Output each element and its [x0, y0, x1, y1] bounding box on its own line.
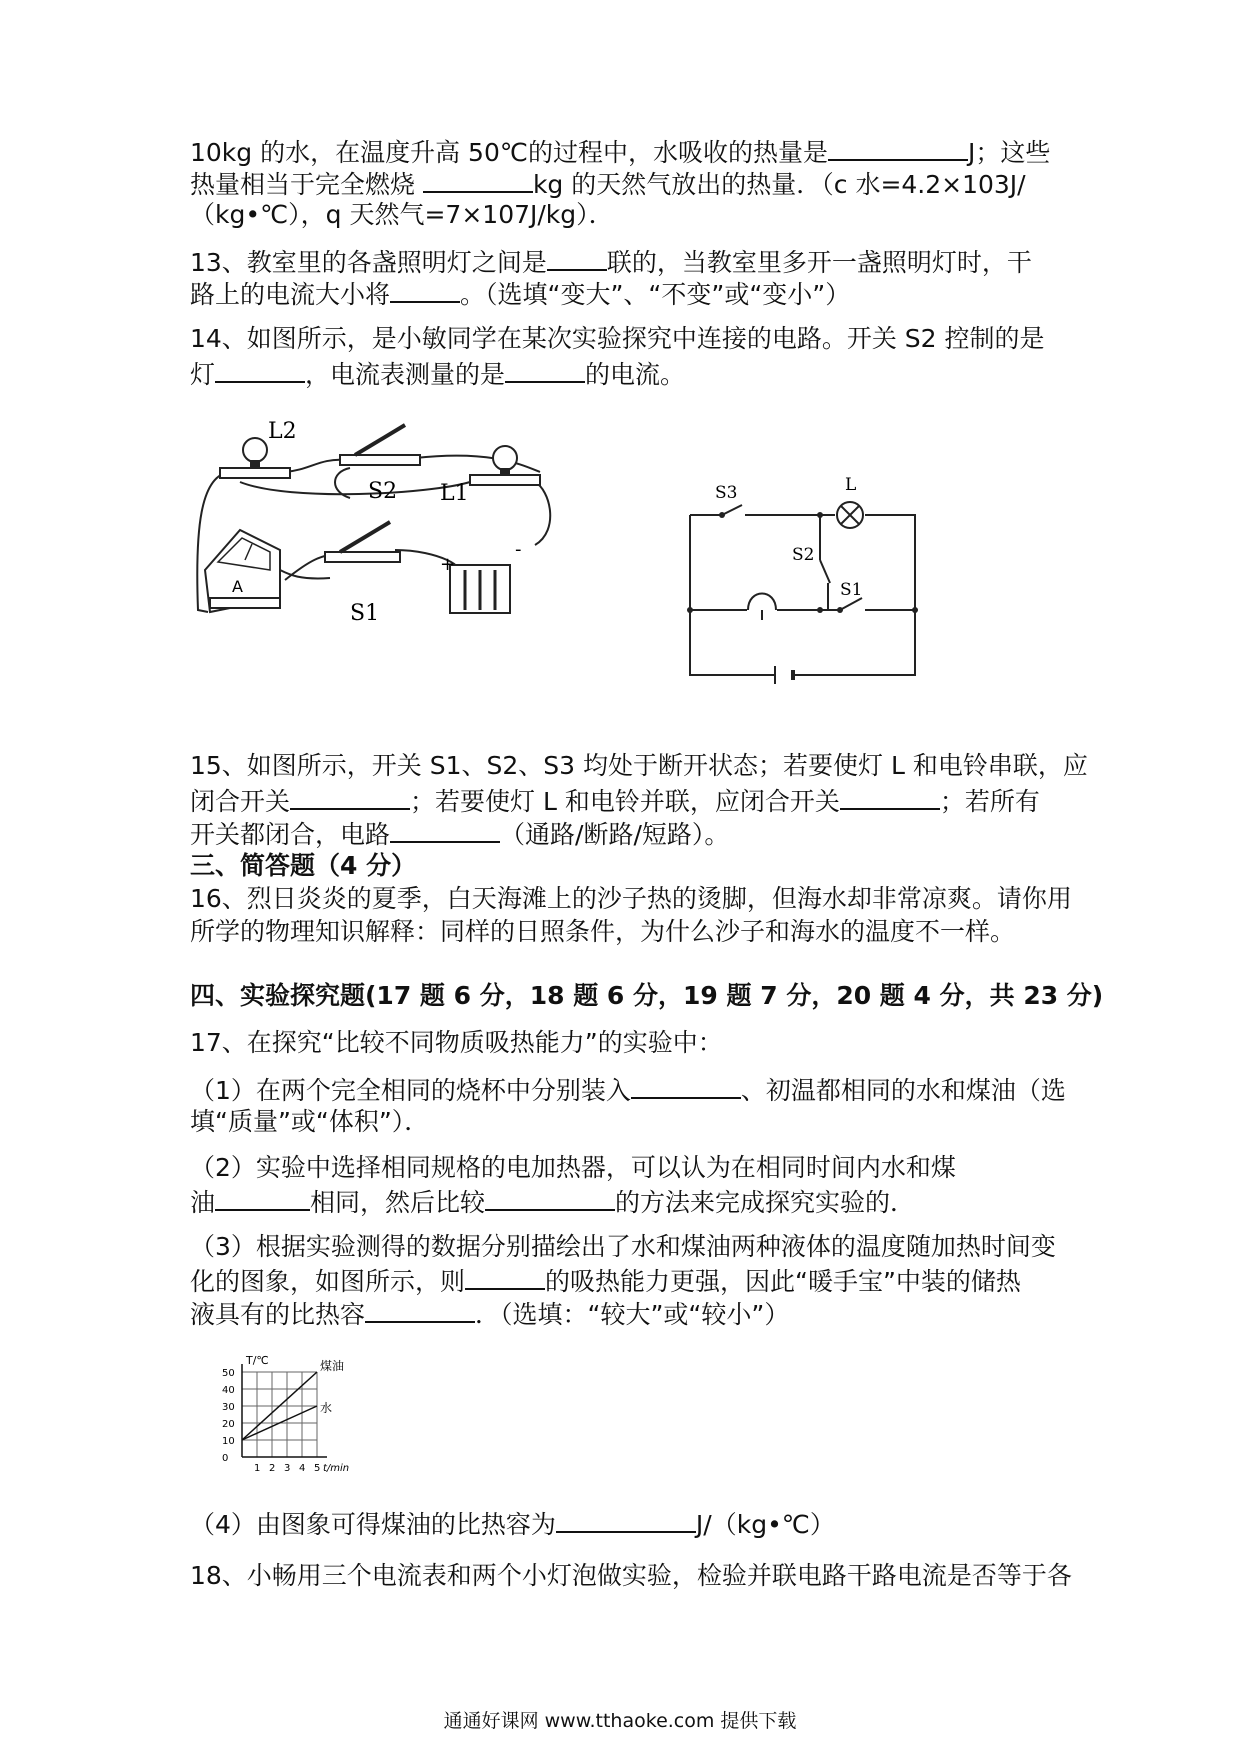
label-l1: L1 — [440, 481, 469, 506]
answer-blank[interactable] — [215, 357, 305, 383]
q16-line2: 所学的物理知识解释：同样的日照条件，为什么沙子和海水的温度不一样。 — [190, 917, 1016, 946]
series-label: 煤油 — [320, 1359, 345, 1373]
text: J；这些 — [967, 138, 1051, 167]
q12-line1 — [190, 135, 1050, 169]
text: J/（kg•℃） — [695, 1510, 835, 1539]
bell — [748, 594, 776, 611]
answer-blank[interactable] — [365, 1297, 475, 1323]
section-4-heading: 四、实验探究题(17 题 6 分，18 题 6 分，19 题 7 分，20 题 4 分，共 23 分) — [190, 981, 1104, 1010]
q12-line2 — [190, 167, 1026, 201]
q17-p3-line2 — [190, 1264, 1021, 1298]
q14-line1: 14、如图所示，是小敏同学在某次实验探究中连接的电路。开关 S2 控制的是 — [190, 324, 1045, 353]
y-tick-label: 30 — [222, 1402, 235, 1413]
section-3-heading: 三、简答题（4 分） — [190, 851, 417, 880]
text: 。（选填“变大”、“不变”或“变小”） — [460, 280, 851, 309]
y-tick-label: 0 — [222, 1453, 229, 1464]
x-tick-label: 3 — [284, 1463, 291, 1474]
answer-blank[interactable] — [290, 784, 410, 810]
text: 、初温都相同的水和煤油（选 — [740, 1076, 1066, 1105]
text: 的吸热能力更强，因此“暖手宝”中装的储热 — [545, 1267, 1021, 1296]
answer-blank[interactable] — [828, 135, 968, 161]
text: 的电流。 — [585, 360, 686, 389]
answer-blank[interactable] — [485, 1185, 615, 1211]
text: （通路/断路/短路）。 — [500, 820, 730, 849]
text: 闭合开关 — [190, 787, 291, 816]
q16-line1: 16、烈日炎炎的夏季，白天海滩上的沙子热的烫脚，但海水却非常凉爽。请你用 — [190, 884, 1072, 913]
text: 开关都闭合，电路 — [190, 820, 391, 849]
q17-intro: 17、在探究“比较不同物质吸热能力”的实验中： — [190, 1028, 723, 1057]
q13-line1 — [190, 245, 1032, 279]
answer-blank[interactable] — [631, 1073, 741, 1099]
text: （1）在两个完全相同的烧杯中分别装入 — [190, 1076, 631, 1105]
text: 液具有的比热容 — [190, 1300, 366, 1329]
text: kg 的天然气放出的热量．（c 水=4.2×103J/ — [532, 170, 1026, 199]
answer-blank[interactable] — [840, 784, 940, 810]
label-l2: L2 — [268, 420, 297, 444]
text: 联的，当教室里多开一盏照明灯时，干 — [606, 248, 1032, 277]
text: 13、教室里的各盏照明灯之间是 — [190, 248, 547, 277]
q17-p2-line2 — [190, 1185, 915, 1219]
wire — [285, 460, 345, 472]
text: 相同，然后比较 — [310, 1188, 486, 1217]
wire — [415, 456, 540, 472]
text: 10kg 的水，在温度升高 50℃的过程中，水吸收的热量是 — [190, 138, 828, 167]
y-tick-label: 20 — [222, 1419, 235, 1430]
label-s2: S2 — [792, 545, 815, 565]
q12-line3: （kg•℃），q 天然气=7×107J/kg）． — [190, 200, 614, 229]
q17-p3-line1: （3）根据实验测得的数据分别描绘出了水和煤油两种液体的温度随加热时间变 — [190, 1232, 1056, 1261]
x-tick-label: 5 — [314, 1463, 321, 1474]
text: ；若要使灯 L 和电铃并联，应闭合开关 — [410, 787, 840, 816]
q15-line3 — [190, 817, 729, 851]
label-l: L — [845, 475, 857, 495]
text: 油 — [190, 1188, 216, 1217]
answer-blank[interactable] — [215, 1185, 310, 1211]
q13-line2 — [190, 277, 850, 311]
x-tick-label: 2 — [269, 1463, 276, 1474]
q17-p4 — [190, 1507, 835, 1541]
label-s3: S3 — [715, 483, 738, 503]
series-label: 水 — [320, 1401, 333, 1415]
answer-blank[interactable] — [390, 817, 500, 843]
battery-plus: + — [440, 554, 456, 575]
y-tick-label: 40 — [222, 1385, 235, 1396]
y-axis-label: T/℃ — [246, 1354, 269, 1367]
answer-blank[interactable] — [423, 167, 533, 193]
lamp-l1 — [470, 446, 540, 485]
answer-blank[interactable] — [505, 357, 585, 383]
q15-line1: 15、如图所示，开关 S1、S2、S3 均处于断开状态；若要使灯 L 和电铃串联，应 — [190, 751, 1088, 780]
q15-line2 — [190, 784, 1040, 818]
ammeter — [205, 530, 280, 612]
label-s1: S1 — [350, 601, 380, 626]
q17-p1-line2: 填“质量”或“体积”）． — [190, 1107, 430, 1136]
text: ．（选填：“较大”或“较小”） — [475, 1300, 790, 1329]
circuit-physical-figure — [190, 420, 630, 665]
text: （4）由图象可得煤油的比热容为 — [190, 1510, 556, 1539]
answer-blank[interactable] — [465, 1264, 545, 1290]
q18-line1: 18、小畅用三个电流表和两个小灯泡做实验，检验并联电路干路电流是否等于各 — [190, 1561, 1072, 1590]
q14-line2 — [190, 357, 685, 391]
y-tick-label: 50 — [222, 1368, 235, 1379]
y-tick-label: 10 — [222, 1436, 235, 1447]
x-axis-label: t/min — [323, 1463, 350, 1474]
wire — [690, 515, 915, 675]
battery — [450, 565, 510, 613]
circuit-schematic-figure — [680, 470, 930, 685]
answer-blank[interactable] — [556, 1507, 696, 1533]
answer-blank[interactable] — [390, 277, 460, 303]
answer-blank[interactable] — [547, 245, 607, 271]
x-tick-label: 1 — [254, 1463, 261, 1474]
text: ；若所有 — [939, 787, 1040, 816]
label-ammeter: A — [232, 577, 243, 596]
q17-p2-line1: （2）实验中选择相同规格的电加热器，可以认为在相同时间内水和煤 — [190, 1153, 956, 1182]
x-tick-label: 4 — [299, 1463, 306, 1474]
switch-s1 — [325, 522, 400, 562]
text: 的方法来完成探究实验的． — [615, 1188, 916, 1217]
text: 路上的电流大小将 — [190, 280, 391, 309]
text: ，电流表测量的是 — [305, 360, 506, 389]
footer: 通通好课网 www.tthaoke.com 提供下载 — [443, 1710, 797, 1732]
q17-p1-line1 — [190, 1073, 1066, 1107]
q17-p3-line3 — [190, 1297, 789, 1331]
wire — [535, 482, 550, 545]
temperature-time-chart — [200, 1345, 380, 1475]
lamp-l2 — [220, 438, 290, 478]
text: 化的图象，如图所示，则 — [190, 1267, 466, 1296]
switch-s2 — [340, 425, 420, 465]
text: 热量相当于完全燃烧 — [190, 170, 423, 199]
label-s1: S1 — [840, 580, 863, 600]
wire — [240, 482, 470, 494]
label-s2: S2 — [368, 479, 398, 504]
text: 灯 — [190, 360, 216, 389]
battery-minus: - — [515, 539, 522, 560]
